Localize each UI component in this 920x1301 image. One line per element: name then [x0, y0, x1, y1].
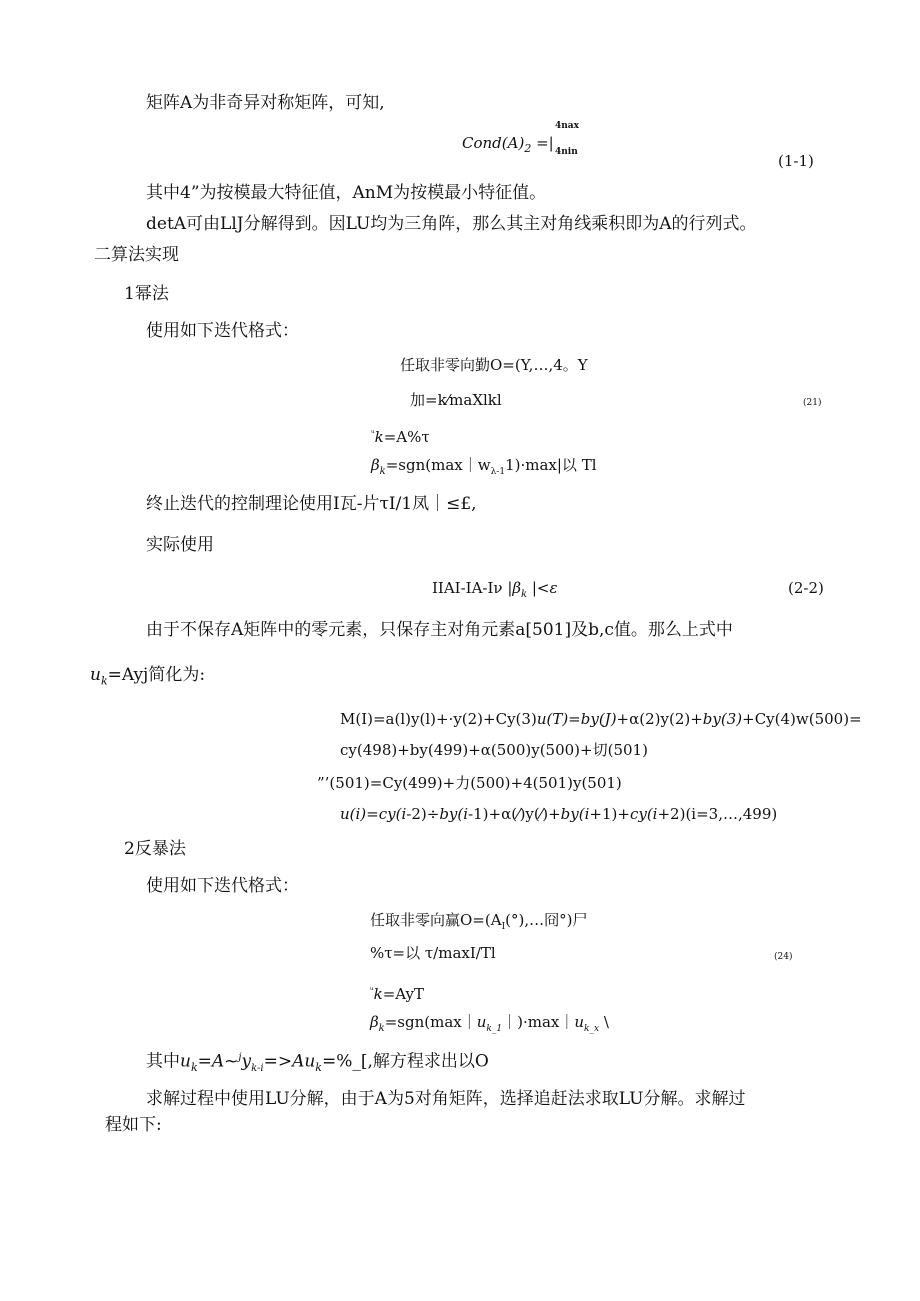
matvec-line4: u(i)=cy(i-2)÷by(i-1)+α(⁄)y(⁄)+by(i+1)+cy(i+2)(i=3,…,499): [340, 805, 778, 823]
matvec-line2: cy(498)+by(499)+α(500)y(500)+切(501): [340, 741, 648, 759]
paragraph-lu-process-cont: 程如下:: [105, 1115, 162, 1135]
paragraph-practical: 实际使用: [146, 535, 214, 555]
iter1-line1: 任取非零向勤O=(Y,…,4。Y: [400, 356, 588, 374]
paragraph-intro: 矩阵A为非奇异对称矩阵，可知,: [146, 93, 385, 113]
iter2-number: (24): [774, 952, 793, 962]
paragraph-det: detA可由LlJ分解得到。因LU均为三角阵，那么其主对角线乘积即为A的行列式。: [146, 214, 757, 234]
iter2-line3: $^ᵘ$k=AyT: [370, 985, 424, 1003]
matvec-line1: M(I)=a(l)y(l)+·y(2)+Cy(3)u(T)=by(J)+α(2)y(2)+by(3)+Cy(4)w(500)=: [340, 710, 862, 728]
subheading-inverse-power: 2反暴法: [124, 839, 186, 859]
paragraph-termination: 终止迭代的控制理论使用I瓦-片τI/1凤｜≤£,: [146, 494, 477, 514]
paragraph-eigen: 其中4”为按模最大特征值，AnM为按模最小特征值。: [146, 183, 547, 203]
paragraph-lu-process: 求解过程中使用LU分解，由于A为5对角矩阵，选择追赶法求取LU分解。求解过: [146, 1089, 746, 1109]
paragraph-storage: 由于不保存A矩阵中的零元素，只保存主对角元素a[501]及b,c值。那么上式中: [146, 620, 733, 640]
eq1-mid: =|: [531, 134, 554, 152]
paragraph-inverse-solve: 其中$u_k=A\sim^jy_{k-i}=>Au_k=\%\_$[,解方程求出以O: [146, 1051, 489, 1075]
eq1-lhs: Cond(A): [462, 134, 525, 152]
equation-2-2-number: (2-2): [788, 579, 824, 597]
iter1-line2: 加=k⁄maXlkl: [410, 391, 502, 409]
equation-2-2: IIAI-IA-Iν $|\beta_k$ |<ε: [432, 579, 558, 600]
iter2-line1: 任取非零向赢$O=(A_I(^\circ),\dots$冏°)尸: [370, 911, 588, 932]
eq1-subscript: 2: [524, 142, 532, 155]
paragraph-simplify: $u_k=Ayj$简化为:: [90, 665, 206, 688]
iter1-line3: $^ᵘ$k=A%τ: [371, 428, 430, 446]
section-heading: 二算法实现: [94, 245, 179, 265]
iter2-line2: %τ=以 τ/maxI/Tl: [370, 944, 496, 962]
iter1-line4: $\beta_k=sgn(\max|w_{\lambda-1}1)\cdot\max|$以 Tl: [371, 456, 597, 477]
equation-cond: [462, 132, 554, 160]
eq1-numerator: 4nax: [555, 121, 580, 131]
eq1-number: (1-1): [778, 152, 814, 170]
paragraph-iteration-1: 使用如下迭代格式：: [146, 321, 299, 341]
subheading-power-method: 1幂法: [124, 284, 169, 304]
matvec-line3: ”’(501)=Cy(499)+力(500)+4(501)y(501): [317, 774, 622, 792]
iter1-number: (21): [803, 398, 822, 408]
iter2-line4: $\beta_k=sgn(\max|u_{k\_1}|)\cdot\max|u_{k\_x}$ \: [370, 1013, 609, 1034]
paragraph-iteration-2: 使用如下迭代格式：: [146, 876, 299, 896]
eq1-denominator: 4nin: [555, 147, 578, 157]
